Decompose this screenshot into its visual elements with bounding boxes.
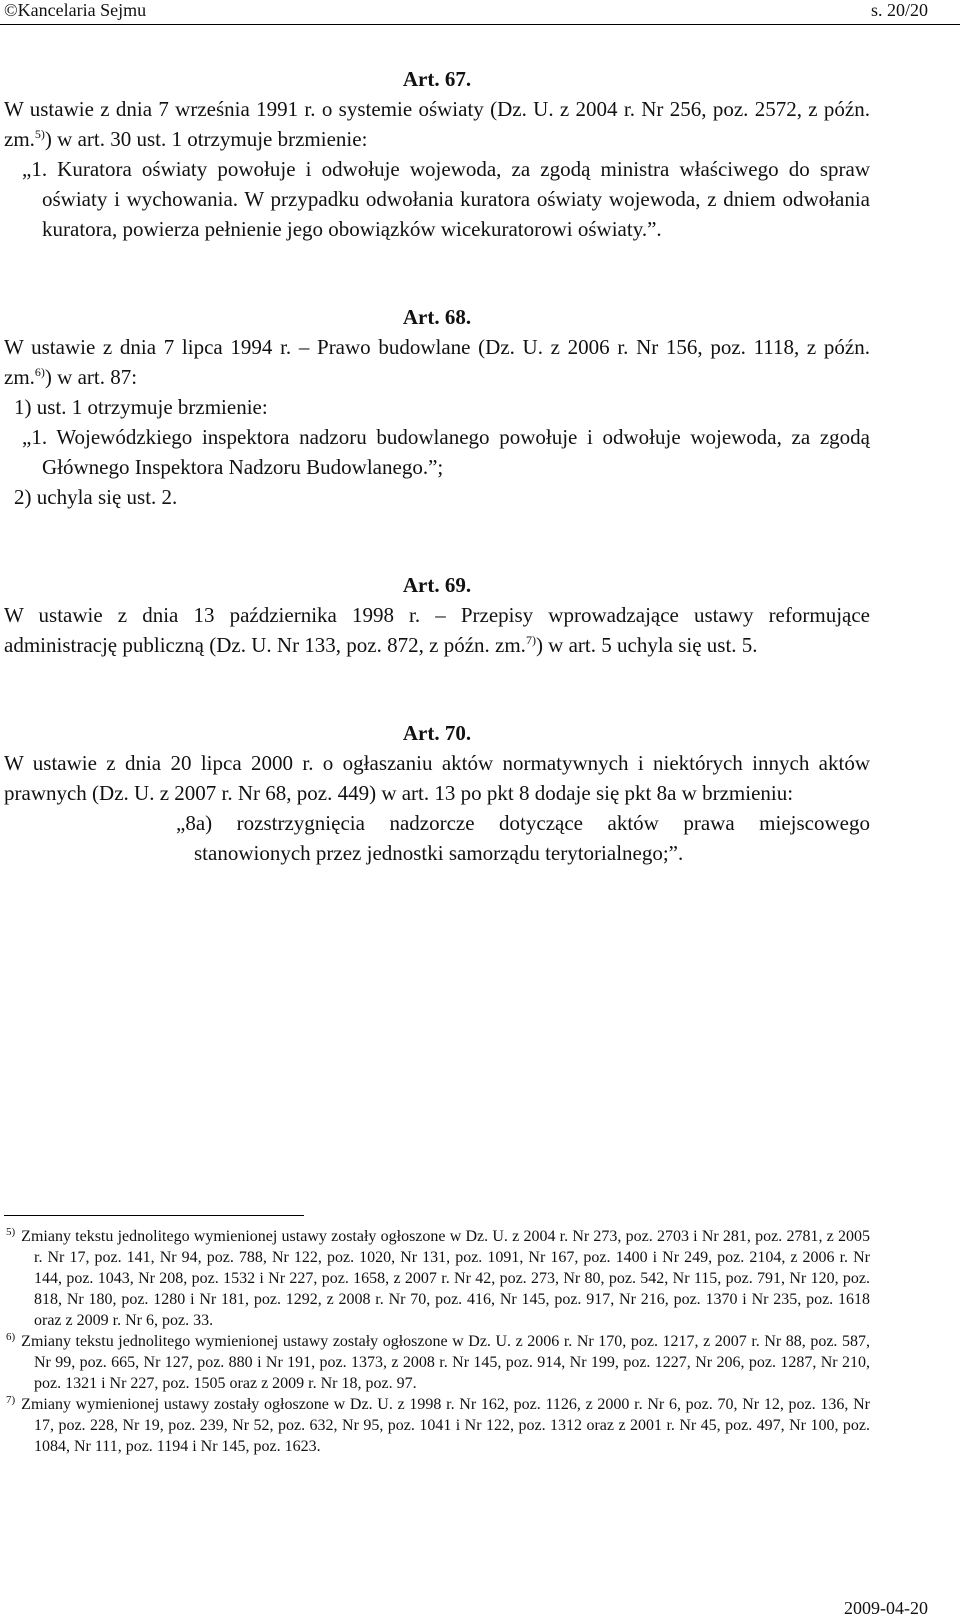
article-69-title: Art. 69. <box>402 573 472 597</box>
article-70-quote: „8a) rozstrzygnięcia nadzorcze dotyczące aktów prawa miejscowego stanowionych przez jednostki samorządu terytorialnego;”. <box>176 811 870 865</box>
article-70-intro: W ustawie z dnia 20 lipca 2000 r. o ogłaszaniu aktów normatywnych i niektórych innych aktów prawnych (Dz. U. z 2007 r. Nr 68, poz. 449) w art. 13 po pkt 8 dodaje się pkt 8a w brzmieniu: <box>4 751 870 805</box>
footnote-5: $^{5)}$ Zmiany tekstu jednolitego wymienionej ustawy zostały ogłoszone w Dz. U. z 2004 r. Nr 273, poz. 2703 i Nr 281, poz. 2781, z 2005 r. Nr 17, poz. 141, Nr 94, poz. 788, Nr 122, poz. 1020, Nr 131, poz. 1091, Nr 167, poz. 1400 i Nr 249, poz. 2104, z 2006 r. Nr 144, poz. 1043, Nr 208, poz. 1532 i Nr 227, poz. 1658, z 2007 r. Nr 42, poz. 273, Nr 80, poz. 542, Nr 115, poz. 791, Nr 120, poz. 818, Nr 180, poz. 1280 i Nr 181, poz. 1292, z 2008 r. Nr 70, poz. 416, Nr 145, poz. 917, Nr 216, poz. 1370 i Nr 235, poz. 1618 oraz z 2009 r. Nr 6, poz. 33. <box>6 1225 870 1329</box>
footnote-6: $^{6)}$ Zmiany tekstu jednolitego wymienionej ustawy zostały ogłoszone w Dz. U. z 2006 r. Nr 170, poz. 1217, z 2007 r. Nr 88, poz. 587, Nr 99, poz. 665, Nr 127, poz. 880 i Nr 191, poz. 1373, z 2008 r. Nr 145, poz. 914, Nr 199, poz. 1227, Nr 206, poz. 1287, Nr 210, poz. 1321 i Nr 227, poz. 1505 oraz z 2009 r. Nr 18, poz. 97. <box>6 1330 870 1392</box>
header-page-number: s. 20/20 <box>870 0 928 20</box>
article-70-title: Art. 70. <box>402 721 472 745</box>
article-67-intro: W ustawie z dnia 7 września 1991 r. o systemie oświaty (Dz. U. z 2004 r. Nr 256, poz. 2572, z późn. zm.$^{5)}$) w art. 30 ust. 1 otrzymuje brzmienie: <box>4 97 870 151</box>
document-body <box>4 64 870 868</box>
footnote-7: $^{7)}$ Zmiany wymienionej ustawy zostały ogłoszone w Dz. U. z 1998 r. Nr 162, poz. 1126, z 2000 r. Nr 6, poz. 70, Nr 12, poz. 136, Nr 17, poz. 228, Nr 19, poz. 239, Nr 52, poz. 632, Nr 95, poz. 1041 i Nr 122, poz. 1312 oraz z 2001 r. Nr 45, poz. 497, Nr 100, poz. 1084, Nr 111, poz. 1194 i Nr 145, poz. 1623. <box>6 1393 870 1455</box>
footnote-divider <box>4 1215 304 1216</box>
footnote-ref-5: 5) <box>34 127 45 141</box>
footer-date: 2009-04-20 <box>844 1598 928 1618</box>
article-68-quote: „1. Wojewódzkiego inspektora nadzoru budowlanego powołuje i odwołuje wojewoda, za zgodą Głównego Inspektora Nadzoru Budowlanego.”; <box>22 425 870 479</box>
article-68-item-1: 1) ust. 1 otrzymuje brzmienie: <box>14 395 268 419</box>
footnotes <box>4 1215 870 1457</box>
page-header <box>0 0 960 25</box>
article-67-title: Art. 67. <box>402 67 472 91</box>
article-67-quote: „1. Kuratora oświaty powołuje i odwołuje wojewoda, za zgodą ministra właściwego do spraw oświaty i wychowania. W przypadku odwołania kuratora oświaty wojewoda, z dniem odwołania kuratora, powierza pełnienie jego obowiązków wicekuratorowi oświaty.”. <box>22 157 870 241</box>
header-copyright: ©Kancelaria Sejmu <box>4 0 147 20</box>
article-68-intro: W ustawie z dnia 7 lipca 1994 r. – Prawo budowlane (Dz. U. z 2006 r. Nr 156, poz. 1118, z późn. zm.$^{6)}$) w art. 87: <box>4 335 870 389</box>
footnote-ref-7: 7) <box>525 633 536 647</box>
article-69-intro: W ustawie z dnia 13 października 1998 r. – Przepisy wprowadzające ustawy reformujące administrację publiczną (Dz. U. Nr 133, poz. 872, z późn. zm.$^{7)}$) w art. 5 uchyla się ust. 5. <box>4 603 870 657</box>
article-68-item-2: 2) uchyla się ust. 2. <box>14 485 178 509</box>
article-68-title: Art. 68. <box>402 305 472 329</box>
footnote-ref-6: 6) <box>34 365 45 379</box>
